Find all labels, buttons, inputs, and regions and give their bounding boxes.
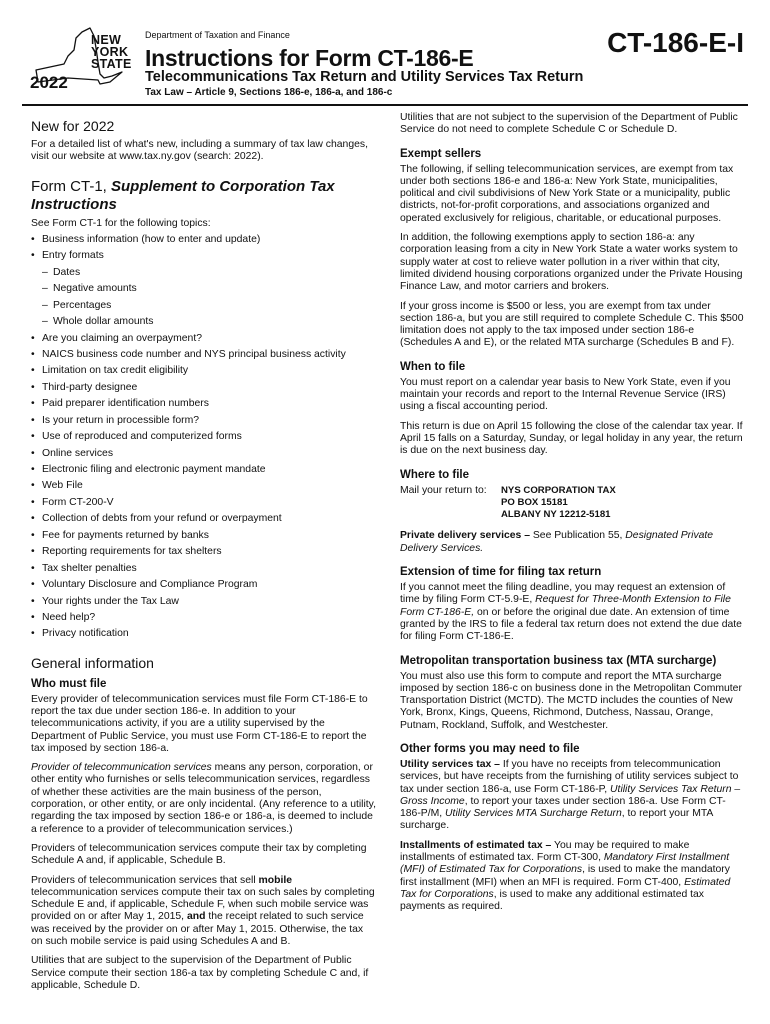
topic-item: • Privacy notification (31, 628, 376, 640)
logo-year: 2022 (30, 73, 68, 92)
utilities-intro: Utilities that are not subject to the supervision of the Department of Public Service do not need to complete Schedule C or Schedule D. (400, 112, 738, 136)
topic-item: • Is your return in processible form? (31, 415, 376, 427)
mta-heading: Metropolitan transportation business tax (MTA surcharge) (400, 654, 717, 667)
address-line: NYS CORPORATION TAX (501, 484, 616, 496)
who-must-file-heading: Who must file (31, 677, 107, 690)
page-title: Instructions for Form CT-186-E (145, 45, 474, 71)
utility-services-tax-text: Utility services tax – If you have no receipts from telecommunication services, but have receipts from the furnishing of utility services subject to tax under section 186-a, use Form CT-186-P, Utility Services Tax Return – Gross Income, to report your taxes under section 186-a. Use Form CT-186-P/M, Utility Services MTA Surcharge Return, to report your MTA surcharge. (400, 758, 741, 832)
topic-item: • Your rights under the Tax Law (31, 596, 376, 608)
exempt-sellers-p1: The following, if selling telecommunication services, are exempt from tax under both sections 186-e and 186-a: New York State, municipalities, political and civil subdivisions of New York State or a municipality, public districts, not-for-profit corporations, and associations organized and operated exclusively for religious, charitable, or educational purposes. (400, 163, 734, 224)
who-must-file-p3: Providers of telecommunication services compute their tax by completing Schedule A and, if applicable, Schedule B. (31, 842, 367, 867)
right-column (400, 112, 745, 921)
ct1-intro: See Form CT-1 for the following topics: (31, 217, 211, 229)
general-info-heading: General information (31, 654, 154, 671)
where-to-file-heading: Where to file (400, 468, 470, 481)
private-delivery-text: Private delivery services – See Publication 55, Designated Private Delivery Services. (400, 530, 714, 554)
tax-law-reference: Tax Law – Article 9, Sections 186-e, 186-a, and 186-c (145, 87, 393, 98)
topic-item: • Third-party designee (31, 382, 376, 394)
topic-subitem: – Dates (31, 267, 376, 279)
topic-subitem: – Whole dollar amounts (31, 316, 376, 328)
topic-item: • Use of reproduced and computerized forms (31, 431, 376, 443)
ct1-topic-list (31, 234, 376, 641)
topic-item: • NAICS business code number and NYS principal business activity (31, 349, 376, 361)
other-forms-heading: Other forms you may need to file (400, 742, 580, 755)
topic-item: • Voluntary Disclosure and Compliance Program (31, 579, 376, 591)
new-for-text: For a detailed list of what's new, including a summary of tax law changes, visit our website at www.tax.ny.gov (search: 2022). (31, 139, 368, 163)
topic-item: • Need help? (31, 612, 376, 624)
topic-item: • Form CT-200-V (31, 497, 376, 509)
mta-text: You must also use this form to compute and report the MTA surcharge imposed by section 186-c on business done in the Metropolitan Commuter Transportation District (MCTD). The MCTD includes the counties of New York, Bronx, Kings, Queens, Richmond, Dutchess, Nassau, Orange, Putnam, Rockland, Suffolk, and Westchester. (400, 670, 742, 731)
topic-subitem: – Negative amounts (31, 283, 376, 295)
who-must-file-p4: Providers of telecommunication services that sell mobile telecommunication services compute their tax on such sales by completing Schedule E and, if applicable, Schedule F, when such mobile service was provided on or after May 1, 2015, and the receipt related to such service was received by the provider on or after May 1, 2015. Otherwise, the tax on such mobile service is paid using Schedules A and B. (31, 874, 375, 948)
who-must-file-p2: Provider of telecommunication services means any person, corporation, or other entity who furnishes or sells telecommunication services, regardless of whether these activities are the main business of the person, corporation, or other entity, or are only incidental. (Any reference to a utility, regarding the tax imposed by section 186-e or 186-a, is deemed to include a reference to a provider of telecommunication services.) (31, 762, 376, 835)
topic-item: • Are you claiming an overpayment? (31, 333, 376, 345)
topic-item: • Reporting requirements for tax shelters (31, 546, 376, 558)
exempt-sellers-p3: If your gross income is $500 or less, you are exempt from tax under section 186-a, but you are still required to complete Schedule C. This $500 limitation does not apply to the tax imposed under section 186-e (Schedules A and E), or the related MTA surcharge (Schedules B and F). (400, 300, 744, 349)
header-divider (22, 104, 748, 106)
address-line: ALBANY NY 12212-5181 (501, 509, 611, 521)
topic-item: • Business information (how to enter and update) (31, 234, 376, 246)
when-to-file-heading: When to file (400, 360, 466, 373)
form-number: CT-186-E-I (607, 27, 744, 58)
topic-item: • Collection of debts from your refund or overpayment (31, 513, 376, 525)
topic-item: • Limitation on tax credit eligibility (31, 365, 376, 377)
when-to-file-p2: This return is due on April 15 following the close of the calendar tax year. If April 15 falls on a Saturday, Sunday, or legal holiday in any year, the return is due on the next business day. (400, 420, 743, 457)
ct1-heading: Form CT-1, Supplement to Corporation Tax Instructions (31, 177, 335, 213)
extension-text: If you cannot meet the filing deadline, you may request an extension of time by filing Form CT-5.9-E, Request for Three-Month Extension to File Form CT-186-E, on or before the original due date. An extension of time granted by the IRS to file a federal tax return does not extend the due date for filing Form CT-186-E. (400, 582, 742, 643)
estimated-tax-text: Installments of estimated tax – You may be required to make installments of estimated tax. Form CT-300, Mandatory First Installment (MFI) of Estimated Tax for Corporations, is used to make the mandatory first installment (MFI) when an MFI is required. Form CT-400, Estimated Tax for Corporations, is used to make any additional estimated tax payments as required. (400, 839, 731, 913)
logo-wordmark: NEW YORK STATE (91, 33, 132, 71)
topic-item: • Online services (31, 448, 376, 460)
topic-item: • Tax shelter penalties (31, 563, 376, 575)
topic-item: • Fee for payments returned by banks (31, 530, 376, 542)
page-subtitle: Telecommunications Tax Return and Utility Services Tax Return (145, 69, 584, 85)
department-name: Department of Taxation and Finance (145, 30, 290, 40)
address-line: PO BOX 15181 (501, 496, 568, 508)
topic-item: • Web File (31, 480, 376, 492)
topic-subitem: – Percentages (31, 300, 376, 312)
topic-item: • Electronic filing and electronic payment mandate (31, 464, 376, 476)
mail-label: Mail your return to: (400, 484, 487, 496)
topic-item: • Paid preparer identification numbers (31, 398, 376, 410)
exempt-sellers-heading: Exempt sellers (400, 147, 482, 160)
extension-heading: Extension of time for filing tax return (400, 566, 602, 579)
who-must-file-p1: Every provider of telecommunication services must file Form CT-186-E to report the tax due under section 186-e. In addition to your telecommunications activity, if you are a utility supervised by the Department of Public Service, you must use Form CT-186-E to report the tax imposed by section 186-a. (31, 693, 368, 754)
when-to-file-p1: You must report on a calendar year basis to New York State, even if you maintain your records and report to the Internal Revenue Service (IRS) using a fiscal accounting period. (400, 376, 731, 413)
left-column (31, 112, 376, 999)
mailing-address (400, 485, 745, 522)
new-for-heading: New for 2022 (31, 118, 115, 134)
exempt-sellers-p2: In addition, the following exemptions apply to section 186-a: any corporation leasing from a city in New York State a water works system to supply water at cost to relieve water pollution in a river within that city, limited dividend housing corporations organized under the Private Housing Finance Law, and motor carriers and brokers. (400, 232, 743, 293)
topic-item: • Entry formats (31, 250, 376, 262)
who-must-file-p5: Utilities that are subject to the supervision of the Department of Public Service compute their section 186-a tax by completing Schedule C and, if applicable, Schedule D. (31, 955, 369, 991)
